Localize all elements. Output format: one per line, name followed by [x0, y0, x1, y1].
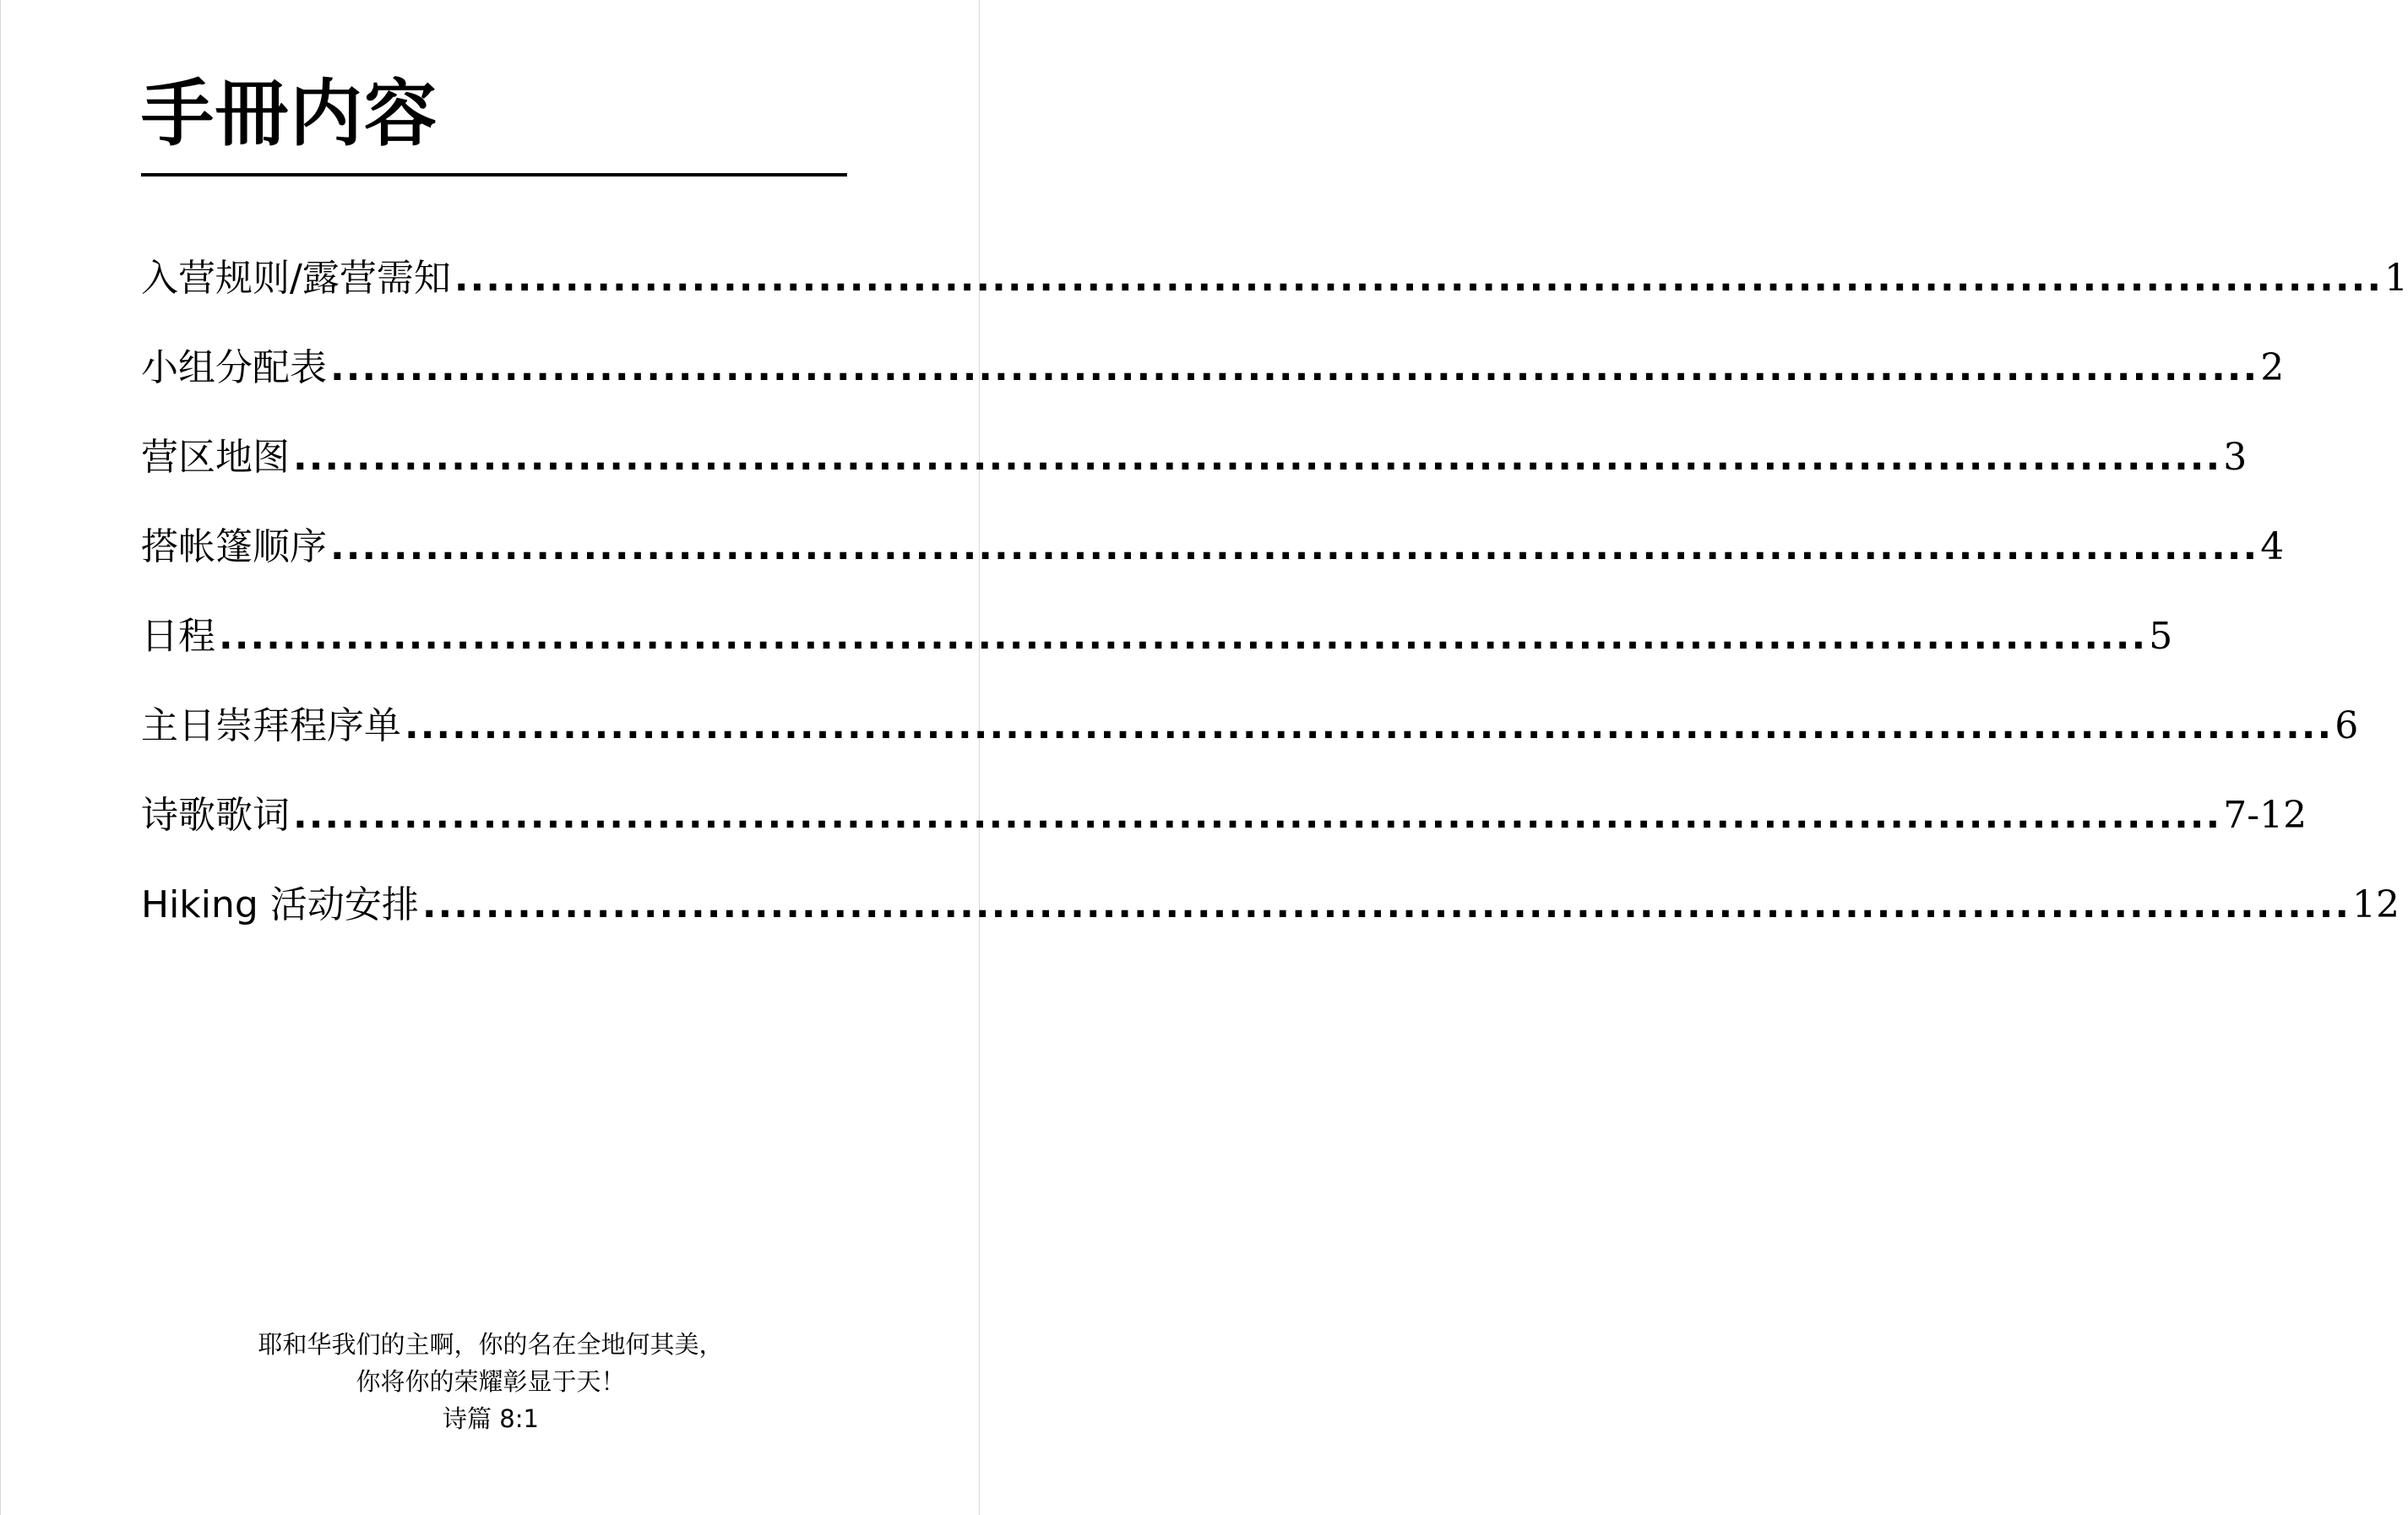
toc-entry — [141, 701, 2359, 790]
toc-dot-leader: .......................................................................................................................... — [219, 615, 2148, 658]
toc-dot-leader: .......................................................................................................................... — [454, 257, 2384, 300]
toc-entry-label: Hiking 活动安排 — [141, 883, 419, 926]
toc-entry — [141, 611, 2173, 701]
toc-page-number: 12 — [2352, 883, 2400, 926]
page-title: 手冊内容 — [141, 72, 438, 156]
toc-dot-leader: .......................................................................................................................... — [405, 704, 2334, 747]
toc-page-number: 5 — [2149, 615, 2173, 658]
toc-page-number: 4 — [2260, 525, 2285, 568]
toc-page-number: 3 — [2223, 436, 2248, 479]
toc-page-number: 1 — [2384, 257, 2408, 300]
toc-dot-leader: .......................................................................................................................... — [293, 794, 2222, 837]
scripture-line-2: 你将你的荣耀彰显于天！ — [356, 1367, 626, 1396]
scripture-line-1: 耶和华我们的主啊，你的名在全地何其美， — [258, 1330, 724, 1359]
toc-entry-label: 日程 — [141, 615, 215, 658]
table-of-contents — [141, 253, 2408, 969]
toc-dot-leader: .......................................................................................................................... — [421, 883, 2351, 926]
toc-entry-label: 诗歌歌词 — [141, 794, 290, 837]
toc-page-number: 7-12 — [2223, 794, 2307, 837]
toc-dot-leader: .......................................................................................................................... — [293, 436, 2222, 479]
toc-entry-label: 营区地图 — [141, 436, 290, 479]
toc-page-number: 6 — [2335, 704, 2359, 747]
toc-entry-label: 小组分配表 — [141, 346, 327, 389]
toc-entry-label: 主日崇拜程序单 — [141, 704, 401, 747]
scripture-reference: 诗篇 8:1 — [443, 1404, 539, 1433]
toc-entry-label: 入营规则/露营需知 — [141, 257, 451, 300]
toc-entry — [141, 880, 2400, 969]
toc-dot-leader: .......................................................................................................................... — [330, 346, 2259, 389]
title-divider — [141, 173, 847, 176]
toc-page-number: 2 — [2260, 346, 2285, 389]
toc-dot-leader: .......................................................................................................................... — [330, 525, 2259, 568]
toc-entry — [141, 253, 2408, 343]
toc-entry — [141, 432, 2248, 522]
scripture-quote — [1, 1326, 981, 1437]
toc-entry — [141, 343, 2285, 432]
toc-entry — [141, 790, 2307, 880]
toc-entry — [141, 522, 2285, 611]
toc-entry-label: 搭帐篷顺序 — [141, 525, 327, 568]
